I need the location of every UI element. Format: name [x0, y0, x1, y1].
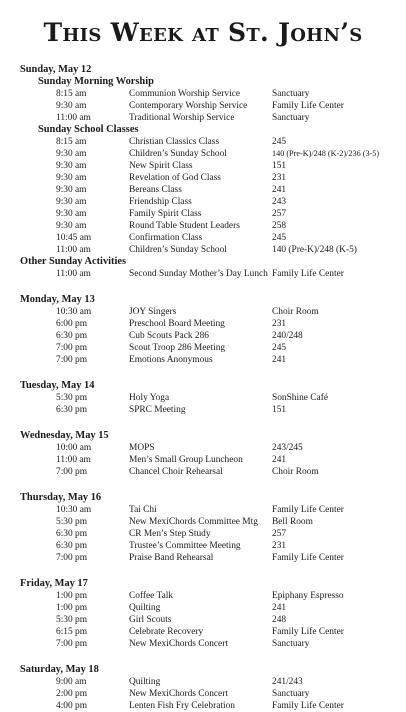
day-section [0, 294, 406, 366]
event-location: Family Life Center [272, 701, 344, 711]
event-time: 2:00 pm [56, 689, 87, 699]
event-row [0, 626, 406, 638]
event-row [0, 354, 406, 366]
event-time: 7:00 pm [56, 343, 87, 353]
event-name: Tai Chi [129, 505, 157, 515]
event-row [0, 540, 406, 552]
event-location: 140 (Pre-K)/248 (K-5) [272, 245, 357, 255]
event-name: Cub Scouts Pack 286 [129, 331, 209, 341]
event-location: Sanctuary [272, 639, 310, 649]
event-name: Quilting [129, 603, 161, 613]
event-time: 10:30 am [56, 505, 92, 515]
event-name: Emotions Anonymous [129, 355, 213, 365]
event-row [0, 590, 406, 602]
event-location: 245 [272, 137, 287, 147]
event-row [0, 466, 406, 478]
event-row [0, 220, 406, 232]
event-location: Family Life Center [272, 505, 344, 515]
day-heading: Sunday, May 12 [20, 64, 92, 75]
event-time: 8:15 am [56, 137, 87, 147]
weekly-schedule [0, 64, 406, 712]
event-row [0, 342, 406, 354]
day-heading: Wednesday, May 15 [20, 430, 109, 441]
event-name: Children’s Sunday School [129, 245, 227, 255]
event-row [0, 232, 406, 244]
event-name: Chancel Choir Rehearsal [129, 467, 223, 477]
event-location: Epiphany Espresso [272, 591, 344, 601]
event-name: Coffee Talk [129, 591, 174, 601]
event-time: 9:30 am [56, 149, 87, 159]
event-name: Trustee’s Committee Meeting [129, 541, 241, 551]
event-location: 151 [272, 161, 287, 171]
event-name: Lenten Fish Fry Celebration [129, 701, 235, 711]
event-time: 1:00 pm [56, 603, 87, 613]
event-row [0, 318, 406, 330]
day-section [0, 430, 406, 478]
event-time: 11:00 am [56, 455, 91, 465]
event-location: 241/243 [272, 677, 303, 687]
day-heading: Saturday, May 18 [20, 664, 99, 675]
event-location: 231 [272, 173, 287, 183]
event-name: Holy Yoga [129, 393, 170, 403]
event-row [0, 392, 406, 404]
event-name: Children’s Sunday School [129, 149, 227, 159]
event-name: Revelation of God Class [129, 173, 221, 183]
event-location: 240/248 [272, 331, 303, 341]
event-location: Choir Room [272, 467, 319, 477]
event-location: Family Life Center [272, 627, 344, 637]
event-name: MOPS [129, 443, 155, 453]
event-time: 6:00 pm [56, 319, 87, 329]
event-location: Family Life Center [272, 553, 344, 563]
event-row [0, 136, 406, 148]
event-name: Celebrate Recovery [129, 627, 204, 637]
event-time: 7:00 pm [56, 355, 87, 365]
event-row [0, 160, 406, 172]
event-location: 241 [272, 455, 287, 465]
event-time: 10:45 am [56, 233, 92, 243]
event-location: Sanctuary [272, 89, 310, 99]
event-time: 9:30 am [56, 173, 87, 183]
event-row [0, 454, 406, 466]
day-section [0, 380, 406, 416]
day-section [0, 64, 406, 280]
event-name: New Spirit Class [129, 161, 193, 171]
event-row [0, 112, 406, 124]
event-row [0, 516, 406, 528]
event-row [0, 100, 406, 112]
event-time: 6:30 pm [56, 541, 87, 551]
event-time: 4:00 pm [56, 701, 87, 711]
event-location: 241 [272, 355, 287, 365]
event-time: 9:30 am [56, 161, 87, 171]
event-time: 11:00 am [56, 269, 91, 279]
event-time: 5:30 pm [56, 393, 87, 403]
event-location: Family Life Center [272, 269, 344, 279]
event-time: 11:00 am [56, 245, 91, 255]
event-time: 9:30 am [56, 197, 87, 207]
event-name: Praise Band Rehearsal [129, 553, 214, 563]
day-heading: Thursday, May 16 [20, 492, 102, 503]
event-row [0, 676, 406, 688]
event-row [0, 700, 406, 712]
event-row [0, 688, 406, 700]
event-time: 8:15 am [56, 89, 87, 99]
event-location: Choir Room [272, 307, 319, 317]
event-time: 9:00 am [56, 677, 87, 687]
event-row [0, 148, 406, 160]
group-heading: Other Sunday Activities [20, 256, 127, 267]
event-time: 6:30 pm [56, 405, 87, 415]
event-time: 9:30 am [56, 221, 87, 231]
event-name: Friendship Class [129, 197, 192, 207]
day-section [0, 492, 406, 564]
event-location: 151 [272, 405, 287, 415]
group-heading: Sunday School Classes [38, 124, 139, 135]
event-row [0, 172, 406, 184]
event-location: 231 [272, 319, 287, 329]
event-name: Girl Scouts [129, 615, 172, 625]
event-row [0, 184, 406, 196]
event-row [0, 306, 406, 318]
event-location: Bell Room [272, 517, 313, 527]
event-row [0, 88, 406, 100]
event-time: 6:15 pm [56, 627, 87, 637]
event-location: 243/245 [272, 443, 303, 453]
event-row [0, 638, 406, 650]
event-row [0, 244, 406, 256]
event-name: New MexiChords Concert [129, 689, 228, 699]
day-heading: Friday, May 17 [20, 578, 88, 589]
event-location: SonShine Café [272, 393, 328, 403]
event-row [0, 528, 406, 540]
event-time: 9:30 am [56, 209, 87, 219]
event-row [0, 614, 406, 626]
event-name: Traditional Worship Service [129, 113, 235, 123]
event-row [0, 208, 406, 220]
event-location: Family Life Center [272, 101, 344, 111]
group-heading: Sunday Morning Worship [38, 76, 154, 87]
event-location: 257 [272, 529, 287, 539]
event-location: 241 [272, 185, 287, 195]
day-heading: Monday, May 13 [20, 294, 95, 305]
event-row [0, 268, 406, 280]
event-row [0, 196, 406, 208]
event-name: Second Sunday Mother’s Day Lunch [129, 269, 268, 279]
event-row [0, 504, 406, 516]
event-time: 9:30 am [56, 101, 87, 111]
event-name: Communion Worship Service [129, 89, 241, 99]
event-time: 5:30 pm [56, 615, 87, 625]
event-time: 6:30 pm [56, 331, 87, 341]
event-name: Contemporary Worship Service [129, 101, 248, 111]
event-time: 10:00 am [56, 443, 92, 453]
event-name: Family Spirit Class [129, 209, 202, 219]
event-name: New MexiChords Concert [129, 639, 228, 649]
event-name: SPRC Meeting [129, 405, 186, 415]
event-name: Scout Troop 286 Meeting [129, 343, 226, 353]
event-name: New MexiChords Committee Mtg [129, 517, 258, 527]
event-time: 7:00 pm [56, 553, 87, 563]
event-time: 10:30 am [56, 307, 92, 317]
event-time: 7:00 pm [56, 639, 87, 649]
event-name: Preschool Board Meeting [129, 319, 225, 329]
event-location: 258 [272, 221, 287, 231]
event-name: Quilting [129, 677, 161, 687]
day-section [0, 578, 406, 650]
event-location: 245 [272, 233, 287, 243]
event-time: 7:00 pm [56, 467, 87, 477]
event-location: Sanctuary [272, 689, 310, 699]
day-heading: Tuesday, May 14 [20, 380, 95, 391]
event-row [0, 442, 406, 454]
event-location: 231 [272, 541, 287, 551]
event-row [0, 404, 406, 416]
event-time: 9:30 am [56, 185, 87, 195]
event-name: Men’s Small Group Luncheon [129, 455, 243, 465]
event-name: Round Table Student Leaders [129, 221, 240, 231]
event-location: Sanctuary [272, 113, 310, 123]
event-time: 11:00 am [56, 113, 91, 123]
event-name: Christian Classics Class [129, 137, 220, 147]
event-location: 248 [272, 615, 287, 625]
event-name: Confirmation Class [129, 233, 203, 243]
event-location: 243 [272, 197, 287, 207]
event-time: 5:30 pm [56, 517, 87, 527]
event-row [0, 552, 406, 564]
event-name: CR Men’s Step Study [129, 529, 211, 539]
event-location: 245 [272, 343, 287, 353]
event-location: 257 [272, 209, 287, 219]
event-row [0, 602, 406, 614]
event-time: 1:00 pm [56, 591, 87, 601]
event-time: 6:30 pm [56, 529, 87, 539]
day-section [0, 664, 406, 712]
event-location: 241 [272, 603, 287, 613]
event-location: 140 (Pre-K)/248 (K-2)/236 (3-5) [272, 149, 380, 158]
page-title: This Week at St. John’s [43, 18, 363, 47]
event-name: JOY Singers [129, 307, 177, 317]
event-name: Bereans Class [129, 185, 182, 195]
event-row [0, 330, 406, 342]
